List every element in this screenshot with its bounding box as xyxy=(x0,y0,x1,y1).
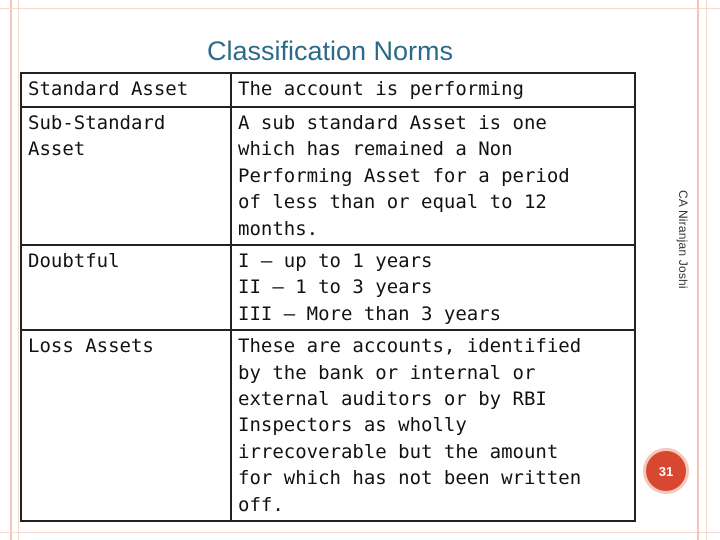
description-cell xyxy=(231,73,635,107)
description-line: off. xyxy=(238,493,284,516)
description-line: irrecoverable but the amount xyxy=(238,440,559,463)
description-line: These are accounts, identified xyxy=(238,335,582,358)
category-cell: Doubtful xyxy=(21,245,231,330)
description-cell xyxy=(231,245,635,330)
category-cell: Loss Assets xyxy=(21,330,231,521)
category-cell: Sub-Standard Asset xyxy=(21,107,231,245)
table-row xyxy=(21,73,635,107)
category-cell: Standard Asset xyxy=(21,73,231,107)
description-cell xyxy=(231,330,635,521)
slide-border-right xyxy=(697,0,699,540)
description-line: months. xyxy=(238,217,319,240)
author-side-text: CA Niranjan Joshi xyxy=(676,190,690,289)
table-row xyxy=(21,107,635,245)
description-line: The account is performing xyxy=(238,78,524,100)
description-line: which has remained a Non xyxy=(238,138,513,161)
description-cell xyxy=(231,107,635,245)
description-line: Performing Asset for a period xyxy=(238,164,570,187)
description-line: II – 1 to 3 years xyxy=(238,276,433,299)
slide-border-bottom xyxy=(0,532,720,533)
slide-border-left-inner xyxy=(18,0,19,540)
slide-border-top xyxy=(0,8,720,9)
table-row xyxy=(21,245,635,330)
page-number-badge: 31 xyxy=(643,448,689,494)
slide-title: Classification Norms xyxy=(206,36,454,66)
description-line: external auditors or by RBI xyxy=(238,388,547,411)
description-line: of less than or equal to 12 xyxy=(238,191,547,214)
description-line: Inspectors as wholly xyxy=(238,414,467,437)
description-line: I – up to 1 years xyxy=(238,250,433,273)
description-line: III – More than 3 years xyxy=(238,302,502,325)
description-line: by the bank or internal or xyxy=(238,361,536,384)
classification-table xyxy=(20,72,636,522)
table-row xyxy=(21,330,635,521)
description-line: A sub standard Asset is one xyxy=(238,112,547,134)
slide-border-left xyxy=(10,0,12,540)
description-line: for which has not been written xyxy=(238,467,582,490)
slide-border-right-inner xyxy=(706,0,707,540)
